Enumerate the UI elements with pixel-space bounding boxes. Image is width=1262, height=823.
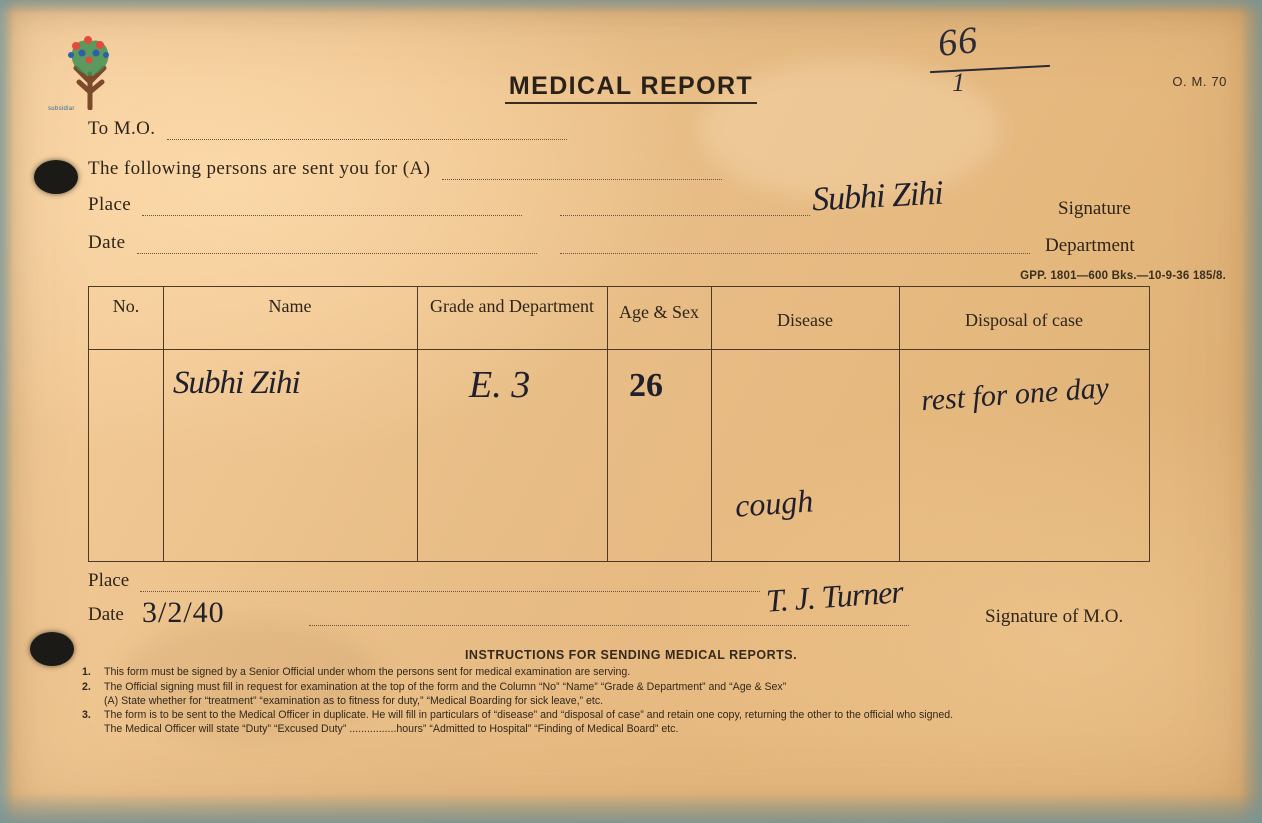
logo-caption: subsidiar: [48, 106, 75, 112]
instruction-text: The Official signing must fill in request for examination at the top of the form and the Column “No” “Name” “Grade & Department” and “Age & Sex”: [104, 680, 787, 693]
field-sent-for-line: [442, 165, 722, 180]
table-cell-disease: cough: [733, 482, 815, 524]
field-to-mo: [88, 118, 567, 140]
instruction-number: 3.: [82, 708, 91, 721]
table-header-disease: Disease: [777, 310, 833, 330]
field-date-line: [137, 239, 537, 254]
reference-fraction-bar: [930, 65, 1050, 73]
instruction-text: This form must be signed by a Senior Official under whom the persons sent for medical examination are serving.: [104, 666, 631, 678]
table-header-grade: Grade and Department: [430, 296, 594, 316]
paper-edge-bottom: [0, 793, 1262, 823]
table-cell-name: Subhi Zihi: [173, 365, 300, 401]
table-col-divider: [163, 287, 164, 561]
field-to-mo-label: To M.O.: [88, 118, 156, 139]
field-sent-for-label: The following persons are sent you for (A): [88, 158, 431, 179]
footer-place-line: [140, 577, 760, 592]
field-place: [88, 194, 522, 216]
handwritten-signature: Subhi Zihi: [811, 174, 944, 219]
footer-date-label: Date: [88, 604, 124, 625]
field-to-mo-line: [167, 125, 567, 140]
reference-numerator: 66: [935, 19, 981, 65]
field-sent-for: [88, 158, 722, 180]
instruction-item: [82, 666, 1162, 680]
department-lead-line: [560, 239, 1030, 254]
field-date: [88, 232, 537, 254]
handwritten-reference-number: [930, 19, 1080, 97]
instruction-subnote: The Medical Officer will state “Duty” “Excused Duty” ................hours” “Admitted to Hospital” “Finding of Medical Board” etc.: [104, 723, 679, 736]
signature-label: Signature: [1058, 198, 1131, 219]
instructions-title: INSTRUCTIONS FOR SENDING MEDICAL REPORTS.: [464, 648, 798, 662]
table-col-divider: [417, 287, 418, 561]
instruction-subnote: (A) State whether for “treatment” “examination as to fitness for duty,” “Medical Boarding for sick leave,” etc.: [104, 695, 604, 708]
department-lead-line-row: [560, 232, 1030, 254]
mo-signature-label: Signature of M.O.: [985, 606, 1124, 627]
form-code: O. M. 70: [1172, 74, 1227, 89]
instruction-item: [82, 681, 1162, 695]
signature-lead-line-row: [560, 194, 810, 216]
table-cell-age-sex: 26: [629, 367, 663, 404]
table-header-age-sex: Age & Sex: [619, 302, 699, 322]
paper-edge-left: [0, 0, 14, 823]
mo-handwritten-signature: T. J. Turner: [764, 573, 904, 619]
table-cell-disposal: rest for one day: [920, 371, 1110, 418]
print-note: GPP. 1801—600 Bks.—10-9-36 185/8.: [1020, 270, 1226, 282]
department-label: Department: [1045, 235, 1135, 256]
table-cell-grade-department: E. 3: [469, 364, 531, 406]
field-date-label: Date: [88, 232, 126, 253]
table-header-name: Name: [268, 296, 312, 316]
table-header-disposal: Disposal of case: [965, 310, 1083, 330]
paper-edge-top: [0, 0, 1262, 14]
medical-report-table: [88, 286, 1150, 562]
footer-place-field: [88, 570, 760, 592]
table-header-no: No.: [112, 296, 140, 316]
instruction-text: The form is to be sent to the Medical Officer in duplicate. He will fill in particulars of “disease” and “disposal of case” and retain one copy, returning the other to the official who signed.: [104, 708, 954, 721]
field-place-label: Place: [88, 194, 132, 215]
instruction-number: 1.: [82, 666, 91, 678]
reference-denominator: 1: [952, 68, 965, 97]
table-col-divider: [607, 287, 608, 561]
instruction-item: [82, 709, 1162, 723]
page-title-text: MEDICAL REPORT: [505, 72, 757, 104]
instruction-number: 2.: [82, 680, 91, 693]
field-place-line: [142, 201, 522, 216]
punch-hole: [34, 160, 78, 194]
paper-edge-right: [1240, 0, 1262, 823]
instructions-list: [82, 666, 1162, 737]
footer-date-handwritten: 3/2/40: [142, 596, 225, 629]
signature-lead-line: [560, 201, 810, 216]
table-header-divider: [89, 349, 1149, 350]
footer-place-label: Place: [88, 570, 130, 591]
